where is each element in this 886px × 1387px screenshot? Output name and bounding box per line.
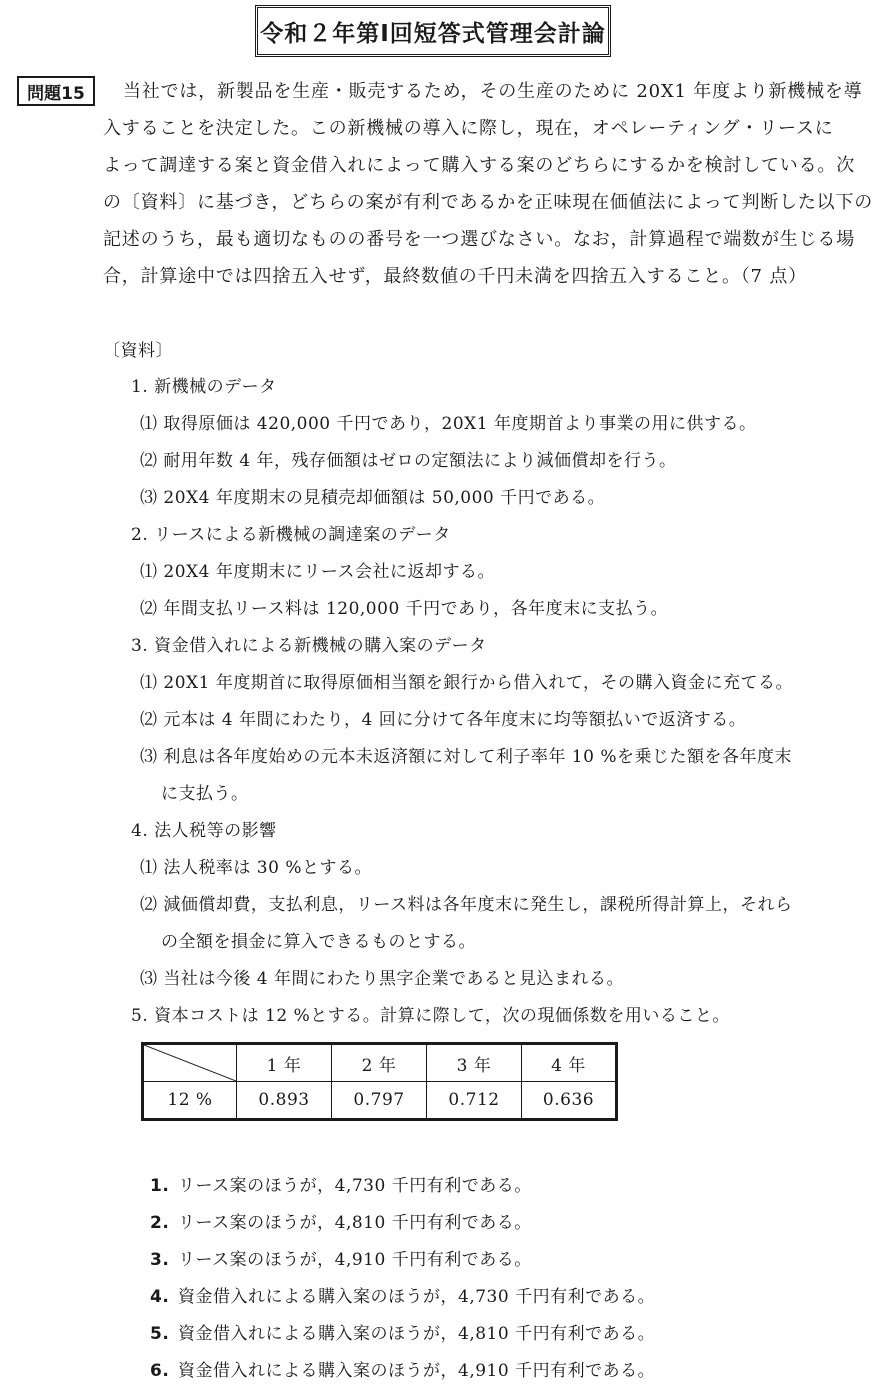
choice-number: 1.: [150, 1176, 170, 1196]
material-item: ⑶ 20X4 年度期末の見積売却価額は 50,000 千円である。: [140, 488, 606, 508]
answer-choice-2[interactable]: [150, 1212, 532, 1234]
answer-choice-5[interactable]: [150, 1323, 655, 1345]
answer-choice-3[interactable]: [150, 1249, 532, 1271]
question-text-line: の〔資料〕に基づき，どちらの案が有利であるかを正味現在価値法によって判断した以下の: [103, 192, 874, 213]
table-header-cell: 4 年: [522, 1044, 617, 1082]
choice-number: 5.: [150, 1324, 170, 1344]
material-item: ⑵ 耐用年数 4 年，残存価額はゼロの定額法により減価償却を行う。: [140, 451, 677, 471]
answer-choice-4[interactable]: [150, 1286, 655, 1308]
choice-text: 資金借入れによる購入案のほうが，4,910 千円有利である。: [178, 1361, 656, 1381]
question-text-line: 入することを決定した。この新機械の導入に際し，現在，オペレーティング・リースに: [103, 118, 834, 139]
question-text-line: よって調達する案と資金借入れによって購入する案のどちらにするかを検討している。次: [103, 155, 855, 176]
table-corner-cell: [143, 1044, 237, 1082]
table-header-cell: 2 年: [332, 1044, 427, 1082]
choice-text: 資金借入れによる購入案のほうが，4,810 千円有利である。: [178, 1324, 656, 1344]
material-item: ⑵ 元本は 4 年間にわたり，4 回に分けて各年度末に均等額払いで返済する。: [140, 710, 747, 730]
choice-text: リース案のほうが，4,730 千円有利である。: [178, 1176, 532, 1196]
material-item: ⑴ 取得原価は 420,000 千円であり，20X1 年度期首より事業の用に供する。: [140, 414, 757, 434]
table-header-row: [143, 1044, 617, 1082]
choice-number: 3.: [150, 1250, 170, 1270]
material-section-heading: 5. 資本コストは 12 %とする。計算に際して，次の現価係数を用いること。: [131, 1006, 730, 1026]
table-row-label: 12 %: [143, 1082, 237, 1120]
choice-number: 4.: [150, 1287, 170, 1307]
material-heading: 〔資料〕: [103, 341, 173, 361]
material-item: ⑴ 20X1 年度期首に取得原価相当額を銀行から借入れて，その購入資金に充てる。: [140, 673, 794, 693]
question-text-line: 記述のうち，最も適切なものの番号を一つ選びなさい。なお，計算過程で端数が生じる場: [103, 229, 855, 250]
table-row: [143, 1082, 617, 1120]
table-header-cell: 1 年: [237, 1044, 332, 1082]
question-text-line: 当社では，新製品を生産・販売するため，その生産のために 20X1 年度より新機械を導: [123, 81, 863, 102]
table-cell: 0.797: [332, 1082, 427, 1120]
choice-number: 2.: [150, 1213, 170, 1233]
material-item: ⑶ 当社は今後 4 年間にわたり黒字企業であると見込まれる。: [140, 969, 625, 989]
choice-number: 6.: [150, 1361, 170, 1381]
material-section-heading: 4. 法人税等の影響: [131, 821, 277, 841]
question-text-line: 合，計算途中では四捨五入せず，最終数値の千円未満を四捨五入すること。（7 点）: [103, 266, 807, 287]
material-section-heading: 2. リースによる新機械の調達案のデータ: [131, 525, 451, 545]
table-cell: 0.712: [427, 1082, 522, 1120]
material-item-continuation: に支払う。: [161, 784, 249, 804]
material-item: ⑶ 利息は各年度始めの元本未返済額に対して利子率年 10 %を乗じた額を各年度末: [140, 747, 792, 767]
answer-choice-6[interactable]: [150, 1360, 655, 1382]
choice-text: リース案のほうが，4,810 千円有利である。: [178, 1213, 532, 1233]
material-item: ⑴ 法人税率は 30 %とする。: [140, 858, 372, 878]
table-cell: 0.636: [522, 1082, 617, 1120]
material-section-heading: 3. 資金借入れによる新機械の購入案のデータ: [131, 636, 487, 656]
material-item: ⑵ 年間支払リース料は 120,000 千円であり，各年度末に支払う。: [140, 599, 669, 619]
table-cell: 0.893: [237, 1082, 332, 1120]
present-value-table: [141, 1042, 618, 1121]
table-header-cell: 3 年: [427, 1044, 522, 1082]
diagonal-line-icon: [144, 1045, 236, 1081]
choice-text: 資金借入れによる購入案のほうが，4,730 千円有利である。: [178, 1287, 656, 1307]
material-item: ⑴ 20X4 年度期末にリース会社に返却する。: [140, 562, 496, 582]
material-section-heading: 1. 新機械のデータ: [131, 377, 277, 397]
page-title: 令和２年第Ⅰ回短答式管理会計論: [255, 5, 611, 57]
material-item-continuation: の全額を損金に算入できるものとする。: [161, 932, 476, 952]
choice-text: リース案のほうが，4,910 千円有利である。: [178, 1250, 532, 1270]
answer-choice-1[interactable]: [150, 1175, 532, 1197]
question-number-label: 問題15: [17, 76, 95, 106]
material-item: ⑵ 減価償却費，支払利息，リース料は各年度末に発生し，課税所得計算上，それら: [140, 895, 793, 915]
